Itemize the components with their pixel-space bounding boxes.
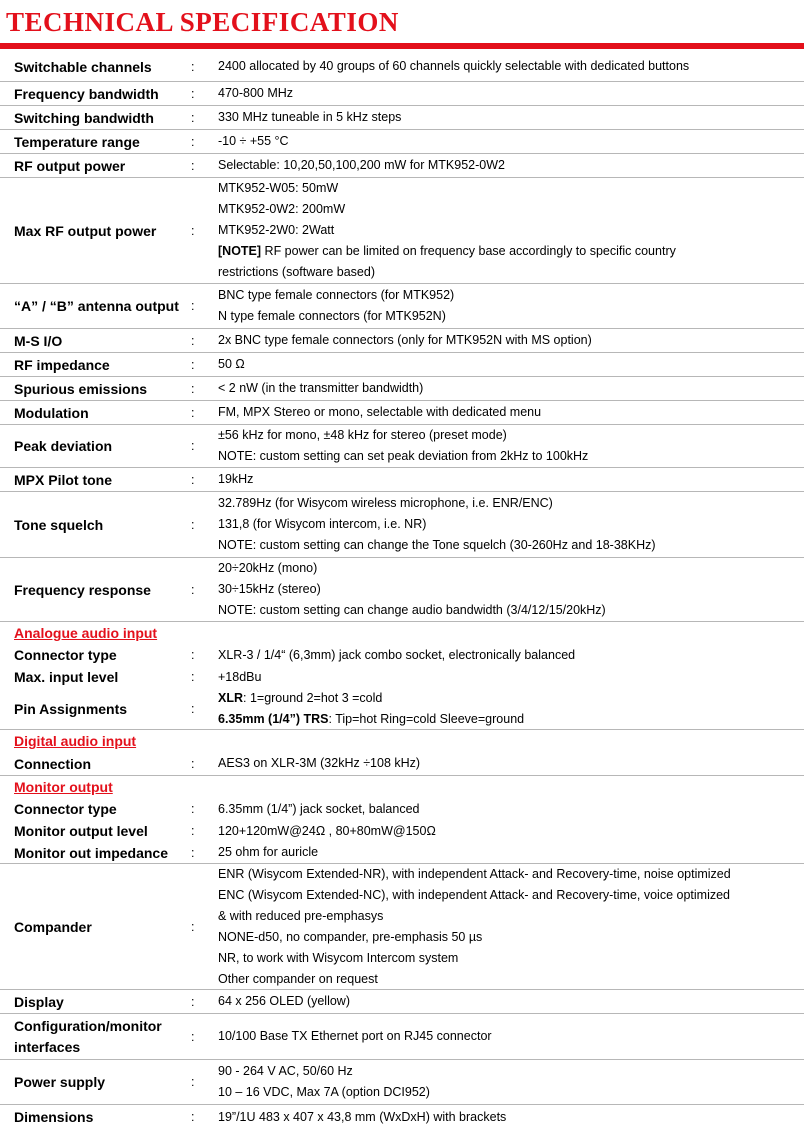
- spec-label: Max RF output power: [14, 222, 157, 239]
- spec-label: Modulation: [14, 404, 89, 421]
- spec-value-line: 19”/1U 483 x 407 x 43,8 mm (WxDxH) with brackets: [218, 1109, 507, 1124]
- spec-value-line: Selectable: 10,20,50,100,200 mW for MTK952-0W2: [218, 158, 505, 172]
- spec-label-line: interfaces: [14, 1038, 81, 1055]
- spec-value-line: ENR (Wisycom Extended-NR), with independent Attack- and Recovery-time, noise optimized: [218, 866, 731, 881]
- spec-value: [218, 990, 804, 1013]
- spec-colon: :: [191, 824, 195, 838]
- spec-label: Connection: [14, 755, 91, 772]
- section-heading-analogue: Analogue audio input: [14, 625, 158, 641]
- spec-value-line: 330 MHz tuneable in 5 kHz steps: [218, 110, 402, 124]
- spec-value: [218, 82, 804, 105]
- spec-value-line: 50 Ω: [218, 357, 245, 371]
- spec-colon: :: [191, 110, 195, 125]
- spec-row-antenna-output: [0, 284, 804, 329]
- spec-colon: :: [191, 439, 195, 453]
- spec-value: [218, 688, 804, 729]
- spec-value: [218, 353, 804, 376]
- spec-value: [218, 798, 804, 820]
- page-title: TECHNICAL SPECIFICATION: [6, 7, 399, 37]
- spec-value-line: MTK952-W05: 50mW: [218, 181, 339, 195]
- spec-colon: :: [191, 648, 195, 662]
- spec-colon: :: [191, 472, 195, 487]
- spec-colon: :: [191, 86, 195, 101]
- spec-value: [218, 284, 804, 328]
- section-heading-monitor: Monitor output: [14, 779, 113, 795]
- spec-colon: :: [191, 701, 195, 716]
- spec-label: Switchable channels: [14, 58, 152, 75]
- spec-value-line: MTK952-2W0: 2Watt: [218, 223, 335, 237]
- spec-value-text: RF power can be limited on frequency base accordingly to specific country: [261, 244, 676, 258]
- spec-value-line: [218, 688, 804, 709]
- spec-label: M-S I/O: [14, 332, 63, 349]
- spec-row-max-rf-output-power: [0, 178, 804, 284]
- spec-value: [218, 425, 804, 467]
- spec-value: [218, 752, 804, 775]
- spec-colon: :: [191, 158, 195, 173]
- spec-value-line: [218, 709, 804, 730]
- spec-row-connector-type-analogue: [0, 644, 804, 666]
- spec-value: [218, 329, 804, 352]
- spec-value: [218, 842, 804, 863]
- spec-value-line: 2x BNC type female connectors (only for MTK952N with MS option): [218, 333, 592, 347]
- spec-row-config-interfaces: [0, 1014, 804, 1060]
- spec-colon: :: [191, 357, 195, 372]
- spec-value: [218, 401, 804, 424]
- spec-value-line: & with reduced pre-emphasys: [218, 908, 384, 923]
- spec-value-line: NOTE: custom setting can change audio bandwidth (3/4/12/15/20kHz): [218, 603, 606, 617]
- spec-value-bold: XLR: [218, 690, 243, 705]
- spec-value-line: NONE-d50, no compander, pre-emphasis 50 µs: [218, 929, 483, 944]
- spec-colon: :: [191, 845, 195, 860]
- spec-value-line: NOTE: custom setting can set peak deviation from 2kHz to 100kHz: [218, 449, 589, 463]
- spec-value-line: [218, 241, 804, 262]
- spec-value-bold: [NOTE]: [218, 244, 262, 258]
- spec-value: [218, 154, 804, 177]
- spec-label: Display: [14, 993, 64, 1010]
- spec-value-line: 90 - 264 V AC, 50/60 Hz: [218, 1064, 353, 1078]
- spec-label: [0, 1014, 191, 1059]
- spec-colon: :: [191, 59, 195, 74]
- spec-colon: :: [191, 223, 195, 238]
- spec-row-ms-io: [0, 329, 804, 353]
- spec-row-connector-type-monitor: [0, 798, 804, 820]
- spec-row-pin-assignments: [0, 688, 804, 730]
- spec-value-line: N type female connectors (for MTK952N): [218, 309, 446, 323]
- spec-row-tone-squelch: [0, 492, 804, 558]
- spec-table: [0, 52, 804, 1129]
- spec-label: Monitor out impedance: [14, 844, 168, 861]
- spec-value: [218, 130, 804, 153]
- spec-row-mpx-pilot-tone: [0, 468, 804, 492]
- spec-value: [218, 644, 804, 666]
- spec-value-line: 6.35mm (1/4”) jack socket, balanced: [218, 801, 420, 816]
- spec-label: RF impedance: [14, 356, 110, 373]
- spec-value-line: 10/100 Base TX Ethernet port on RJ45 connector: [218, 1029, 492, 1043]
- spec-colon: :: [191, 756, 195, 771]
- title-rule: [0, 43, 804, 49]
- spec-value-line: Other compander on request: [218, 971, 378, 986]
- spec-value-line: restrictions (software based): [218, 265, 376, 279]
- spec-row-temperature-range: [0, 130, 804, 154]
- spec-value: [218, 468, 804, 491]
- spec-value-line: 20÷20kHz (mono): [218, 561, 318, 575]
- spec-label: Compander: [14, 918, 92, 935]
- spec-value-line: NOTE: custom setting can change the Tone squelch (30-260Hz and 18-38KHz): [218, 538, 656, 552]
- spec-row-switchable-channels: [0, 52, 804, 82]
- spec-row-display: [0, 990, 804, 1014]
- spec-value-line: 131,8 (for Wisycom intercom, i.e. NR): [218, 517, 427, 531]
- spec-value-bold: 6.35mm (1/4”) TRS: [218, 711, 329, 726]
- spec-colon: :: [191, 670, 195, 684]
- spec-value-line: MTK952-0W2: 200mW: [218, 202, 346, 216]
- spec-value-line: 25 ohm for auricle: [218, 845, 319, 859]
- spec-colon: :: [191, 1110, 195, 1124]
- spec-value: [218, 1014, 804, 1059]
- spec-value: [218, 1060, 804, 1104]
- spec-value-text: : 1=ground 2=hot 3 =cold: [243, 690, 383, 705]
- spec-value: [218, 106, 804, 129]
- spec-value-text: : Tip=hot Ring=cold Sleeve=ground: [328, 711, 525, 726]
- spec-label: Max. input level: [14, 669, 119, 685]
- spec-value-line: BNC type female connectors (for MTK952): [218, 288, 455, 302]
- spec-row-rf-impedance: [0, 353, 804, 377]
- spec-value-line: 2400 allocated by 40 groups of 60 channels quickly selectable with dedicated buttons: [218, 59, 690, 73]
- section-heading-digital: Digital audio input: [14, 733, 137, 749]
- spec-value: [218, 820, 804, 842]
- spec-row-dimensions: [0, 1105, 804, 1129]
- spec-value-line: 32.789Hz (for Wisycom wireless microphone, i.e. ENR/ENC): [218, 496, 553, 510]
- spec-value: [218, 492, 804, 557]
- spec-colon: :: [191, 517, 195, 532]
- spec-value: [218, 1105, 804, 1129]
- spec-label: Peak deviation: [14, 438, 113, 454]
- spec-label: Power supply: [14, 1074, 106, 1090]
- spec-row-max-input-level: [0, 666, 804, 688]
- spec-value-line: 30÷15kHz (stereo): [218, 582, 321, 596]
- spec-value: [218, 178, 804, 283]
- spec-value-line: +18dBu: [218, 669, 262, 684]
- spec-row-connection: [0, 752, 804, 776]
- spec-colon: :: [191, 134, 195, 149]
- spec-value: [218, 377, 804, 400]
- spec-colon: :: [191, 919, 195, 934]
- spec-colon: :: [191, 333, 195, 348]
- spec-label: Frequency bandwidth: [14, 85, 159, 102]
- spec-row-peak-deviation: [0, 425, 804, 468]
- spec-value: [218, 864, 804, 989]
- spec-colon: :: [191, 405, 195, 420]
- spec-colon: :: [191, 381, 195, 396]
- spec-colon: :: [191, 802, 195, 816]
- spec-value-line: 19kHz: [218, 472, 254, 486]
- spec-row-power-supply: [0, 1060, 804, 1105]
- spec-value: [218, 666, 804, 688]
- spec-label: Spurious emissions: [14, 380, 148, 397]
- spec-colon: :: [191, 582, 195, 597]
- spec-row-monitor-output-level: [0, 820, 804, 842]
- spec-row-frequency-response: [0, 558, 804, 622]
- spec-value: [218, 558, 804, 621]
- spec-row-rf-output-power: [0, 154, 804, 178]
- spec-label: Tone squelch: [14, 516, 104, 533]
- spec-value-line: ±56 kHz for mono, ±48 kHz for stereo (preset mode): [218, 428, 507, 442]
- spec-label: Connector type: [14, 801, 117, 817]
- spec-value-line: 10 – 16 VDC, Max 7A (option DCI952): [218, 1085, 430, 1099]
- spec-label: Switching bandwidth: [14, 109, 154, 126]
- spec-value-line: 470-800 MHz: [218, 86, 294, 100]
- spec-value-line: AES3 on XLR-3M (32kHz ÷108 kHz): [218, 756, 421, 770]
- spec-row-switching-bandwidth: [0, 106, 804, 130]
- spec-row-monitor-out-impedance: [0, 842, 804, 864]
- spec-colon: :: [191, 299, 195, 313]
- spec-value-line: FM, MPX Stereo or mono, selectable with dedicated menu: [218, 405, 542, 419]
- spec-label: “A” / “B” antenna output: [14, 298, 179, 314]
- spec-value-line: NR, to work with Wisycom Intercom system: [218, 950, 459, 965]
- spec-value-line: XLR-3 / 1/4“ (6,3mm) jack combo socket, electronically balanced: [218, 647, 576, 662]
- spec-value-line: 64 x 256 OLED (yellow): [218, 994, 351, 1008]
- spec-row-modulation: [0, 401, 804, 425]
- spec-label: Monitor output level: [14, 823, 148, 839]
- spec-row-frequency-bandwidth: [0, 82, 804, 106]
- spec-label: RF output power: [14, 157, 126, 174]
- spec-label: Temperature range: [14, 133, 140, 150]
- spec-colon: :: [191, 1029, 195, 1044]
- spec-value-line: < 2 nW (in the transmitter bandwidth): [218, 381, 424, 395]
- spec-label: Frequency response: [14, 581, 151, 598]
- spec-value: [218, 52, 804, 81]
- spec-value-line: -10 ÷ +55 °C: [218, 134, 289, 148]
- spec-label-line: Configuration/monitor: [14, 1017, 162, 1034]
- spec-label: MPX Pilot tone: [14, 471, 112, 488]
- spec-colon: :: [191, 994, 195, 1009]
- spec-colon: :: [191, 1075, 195, 1089]
- spec-value-line: ENC (Wisycom Extended-NC), with independent Attack- and Recovery-time, voice optimized: [218, 887, 731, 902]
- spec-row-spurious-emissions: [0, 377, 804, 401]
- spec-label: Connector type: [14, 647, 117, 663]
- spec-label: Dimensions: [14, 1109, 94, 1125]
- spec-row-compander: [0, 864, 804, 990]
- spec-value-line: 120+120mW@24Ω , 80+80mW@150Ω: [218, 823, 436, 838]
- spec-label: Pin Assignments: [14, 700, 128, 717]
